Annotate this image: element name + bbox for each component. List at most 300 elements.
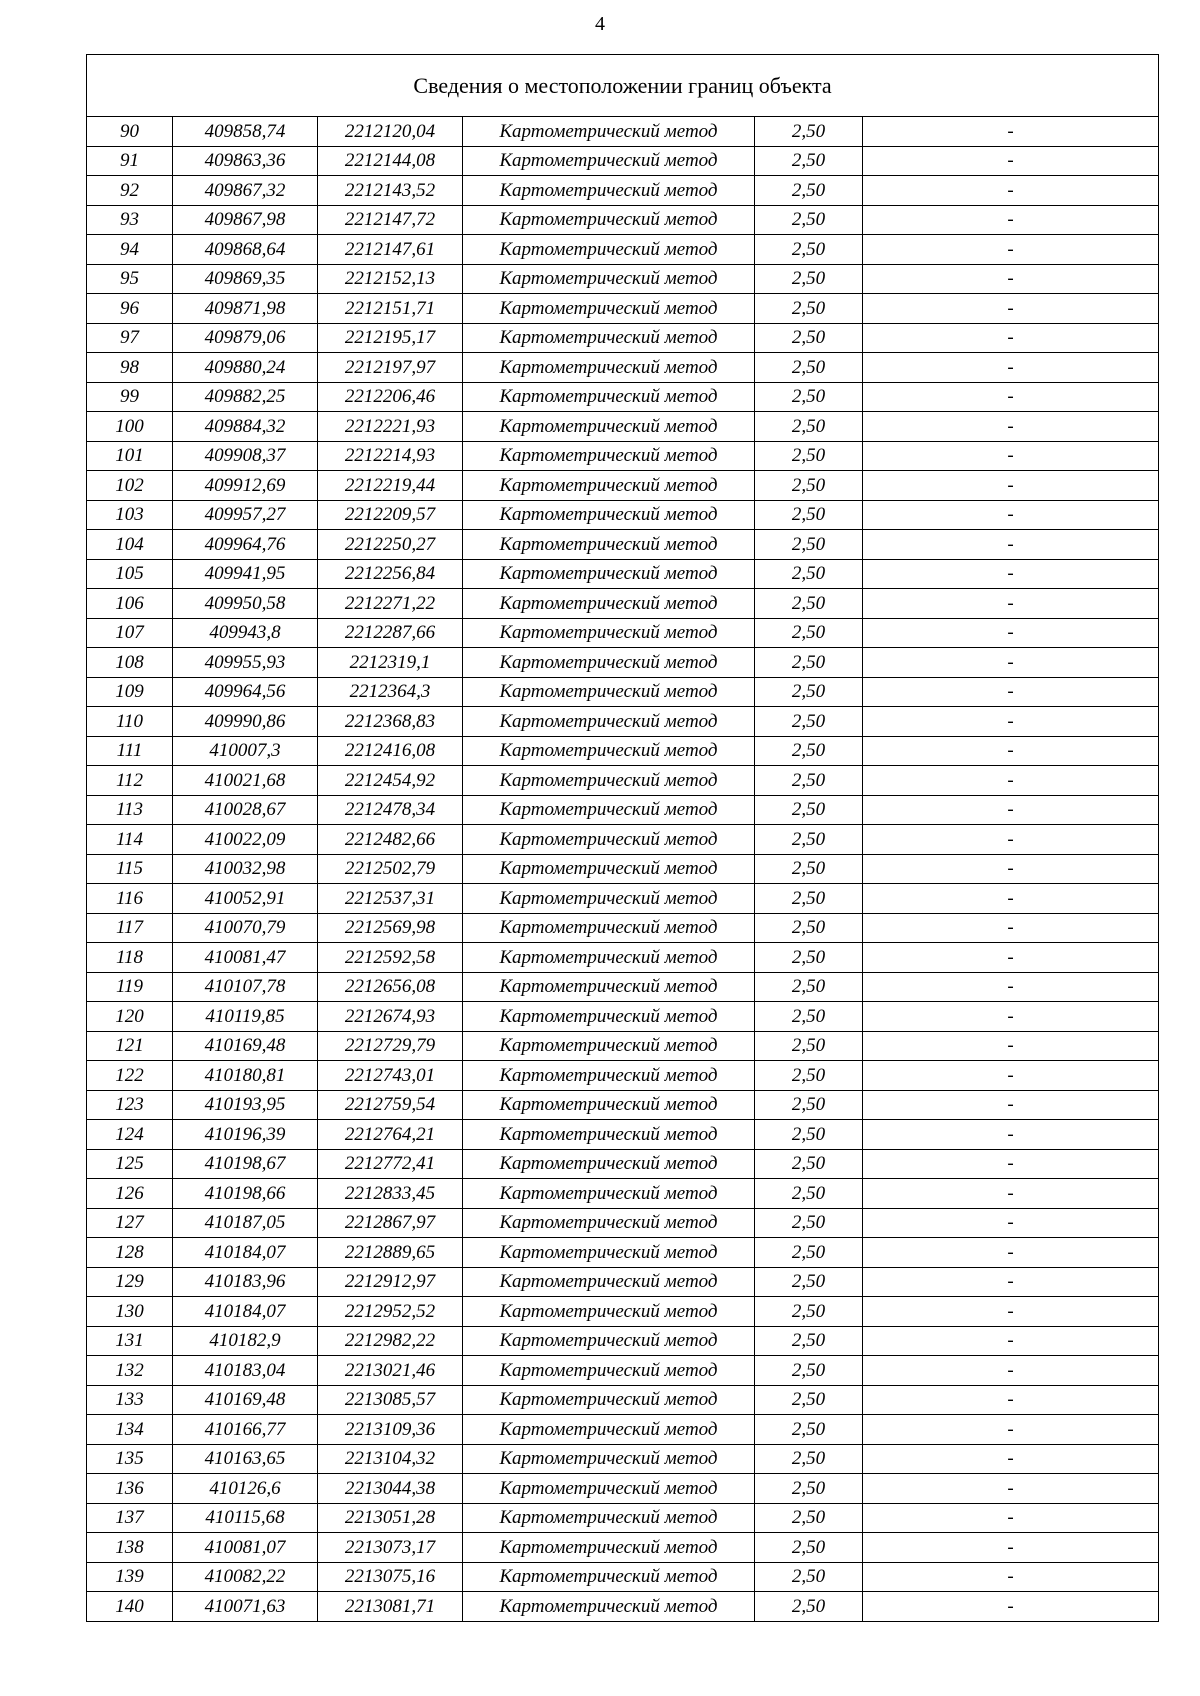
y-coordinate-cell: 2213109,36 — [318, 1415, 463, 1445]
x-coordinate-cell: 410187,05 — [173, 1208, 318, 1238]
accuracy-cell: 2,50 — [755, 1061, 863, 1091]
x-coordinate-cell: 409912,69 — [173, 471, 318, 501]
point-number-cell: 130 — [87, 1297, 173, 1327]
description-cell: - — [863, 677, 1159, 707]
description-cell: - — [863, 441, 1159, 471]
y-coordinate-cell: 2212195,17 — [318, 323, 463, 353]
y-coordinate-cell: 2212271,22 — [318, 589, 463, 619]
y-coordinate-cell: 2212197,97 — [318, 353, 463, 383]
accuracy-cell: 2,50 — [755, 1267, 863, 1297]
method-cell: Картометрический метод — [463, 559, 755, 589]
method-cell: Картометрический метод — [463, 1385, 755, 1415]
description-cell: - — [863, 1533, 1159, 1563]
table-row — [87, 530, 1159, 560]
description-cell: - — [863, 1179, 1159, 1209]
description-cell: - — [863, 176, 1159, 206]
table-row — [87, 205, 1159, 235]
method-cell: Картометрический метод — [463, 205, 755, 235]
description-cell: - — [863, 1031, 1159, 1061]
accuracy-cell: 2,50 — [755, 1002, 863, 1032]
x-coordinate-cell: 410021,68 — [173, 766, 318, 796]
x-coordinate-cell: 410126,6 — [173, 1474, 318, 1504]
x-coordinate-cell: 410022,09 — [173, 825, 318, 855]
method-cell: Картометрический метод — [463, 618, 755, 648]
description-cell: - — [863, 1267, 1159, 1297]
description-cell: - — [863, 1208, 1159, 1238]
x-coordinate-cell: 409863,36 — [173, 146, 318, 176]
x-coordinate-cell: 410070,79 — [173, 913, 318, 943]
description-cell: - — [863, 1149, 1159, 1179]
y-coordinate-cell: 2212759,54 — [318, 1090, 463, 1120]
y-coordinate-cell: 2213104,32 — [318, 1444, 463, 1474]
table-row — [87, 736, 1159, 766]
y-coordinate-cell: 2212206,46 — [318, 382, 463, 412]
point-number-cell: 128 — [87, 1238, 173, 1268]
description-cell: - — [863, 972, 1159, 1002]
point-number-cell: 120 — [87, 1002, 173, 1032]
description-cell: - — [863, 1356, 1159, 1386]
description-cell: - — [863, 1238, 1159, 1268]
table-row — [87, 854, 1159, 884]
description-cell: - — [863, 264, 1159, 294]
description-cell: - — [863, 854, 1159, 884]
y-coordinate-cell: 2212368,83 — [318, 707, 463, 737]
y-coordinate-cell: 2212214,93 — [318, 441, 463, 471]
description-cell: - — [863, 1326, 1159, 1356]
y-coordinate-cell: 2212147,72 — [318, 205, 463, 235]
accuracy-cell: 2,50 — [755, 1385, 863, 1415]
method-cell: Картометрический метод — [463, 441, 755, 471]
x-coordinate-cell: 409867,32 — [173, 176, 318, 206]
x-coordinate-cell: 409882,25 — [173, 382, 318, 412]
x-coordinate-cell: 410184,07 — [173, 1297, 318, 1327]
table-row — [87, 1090, 1159, 1120]
point-number-cell: 103 — [87, 500, 173, 530]
table-row — [87, 1031, 1159, 1061]
description-cell: - — [863, 471, 1159, 501]
table-row — [87, 1208, 1159, 1238]
y-coordinate-cell: 2212219,44 — [318, 471, 463, 501]
table-row — [87, 441, 1159, 471]
accuracy-cell: 2,50 — [755, 559, 863, 589]
point-number-cell: 95 — [87, 264, 173, 294]
point-number-cell: 116 — [87, 884, 173, 914]
x-coordinate-cell: 410198,66 — [173, 1179, 318, 1209]
method-cell: Картометрический метод — [463, 353, 755, 383]
y-coordinate-cell: 2212743,01 — [318, 1061, 463, 1091]
accuracy-cell: 2,50 — [755, 1297, 863, 1327]
point-number-cell: 97 — [87, 323, 173, 353]
table-row — [87, 235, 1159, 265]
accuracy-cell: 2,50 — [755, 648, 863, 678]
y-coordinate-cell: 2212833,45 — [318, 1179, 463, 1209]
table-row — [87, 1533, 1159, 1563]
y-coordinate-cell: 2212221,93 — [318, 412, 463, 442]
table-row — [87, 176, 1159, 206]
method-cell: Картометрический метод — [463, 707, 755, 737]
x-coordinate-cell: 410032,98 — [173, 854, 318, 884]
y-coordinate-cell: 2212147,61 — [318, 235, 463, 265]
point-number-cell: 105 — [87, 559, 173, 589]
accuracy-cell: 2,50 — [755, 117, 863, 147]
point-number-cell: 94 — [87, 235, 173, 265]
method-cell: Картометрический метод — [463, 471, 755, 501]
accuracy-cell: 2,50 — [755, 913, 863, 943]
description-cell: - — [863, 589, 1159, 619]
table-row — [87, 1297, 1159, 1327]
y-coordinate-cell: 2212256,84 — [318, 559, 463, 589]
description-cell: - — [863, 1562, 1159, 1592]
table-row — [87, 1120, 1159, 1150]
x-coordinate-cell: 410115,68 — [173, 1503, 318, 1533]
point-number-cell: 129 — [87, 1267, 173, 1297]
method-cell: Картометрический метод — [463, 766, 755, 796]
description-cell: - — [863, 323, 1159, 353]
method-cell: Картометрический метод — [463, 382, 755, 412]
method-cell: Картометрический метод — [463, 412, 755, 442]
y-coordinate-cell: 2212144,08 — [318, 146, 463, 176]
table-row — [87, 1149, 1159, 1179]
point-number-cell: 90 — [87, 117, 173, 147]
x-coordinate-cell: 409868,64 — [173, 235, 318, 265]
y-coordinate-cell: 2212569,98 — [318, 913, 463, 943]
point-number-cell: 107 — [87, 618, 173, 648]
point-number-cell: 119 — [87, 972, 173, 1002]
point-number-cell: 110 — [87, 707, 173, 737]
x-coordinate-cell: 409955,93 — [173, 648, 318, 678]
description-cell: - — [863, 1415, 1159, 1445]
table-row — [87, 382, 1159, 412]
description-cell: - — [863, 618, 1159, 648]
y-coordinate-cell: 2213021,46 — [318, 1356, 463, 1386]
accuracy-cell: 2,50 — [755, 1444, 863, 1474]
method-cell: Картометрический метод — [463, 146, 755, 176]
x-coordinate-cell: 409880,24 — [173, 353, 318, 383]
method-cell: Картометрический метод — [463, 1474, 755, 1504]
method-cell: Картометрический метод — [463, 1297, 755, 1327]
x-coordinate-cell: 410196,39 — [173, 1120, 318, 1150]
description-cell: - — [863, 205, 1159, 235]
accuracy-cell: 2,50 — [755, 235, 863, 265]
method-cell: Картометрический метод — [463, 1120, 755, 1150]
table-row — [87, 294, 1159, 324]
description-cell: - — [863, 795, 1159, 825]
accuracy-cell: 2,50 — [755, 1208, 863, 1238]
x-coordinate-cell: 410052,91 — [173, 884, 318, 914]
y-coordinate-cell: 2213051,28 — [318, 1503, 463, 1533]
table-row — [87, 677, 1159, 707]
point-number-cell: 121 — [87, 1031, 173, 1061]
x-coordinate-cell: 410183,96 — [173, 1267, 318, 1297]
method-cell: Картометрический метод — [463, 1356, 755, 1386]
x-coordinate-cell: 410169,48 — [173, 1385, 318, 1415]
accuracy-cell: 2,50 — [755, 1120, 863, 1150]
x-coordinate-cell: 410007,3 — [173, 736, 318, 766]
y-coordinate-cell: 2212982,22 — [318, 1326, 463, 1356]
method-cell: Картометрический метод — [463, 1533, 755, 1563]
table-body — [87, 117, 1159, 1622]
description-cell: - — [863, 1385, 1159, 1415]
accuracy-cell: 2,50 — [755, 854, 863, 884]
method-cell: Картометрический метод — [463, 176, 755, 206]
x-coordinate-cell: 409950,58 — [173, 589, 318, 619]
accuracy-cell: 2,50 — [755, 1533, 863, 1563]
accuracy-cell: 2,50 — [755, 1592, 863, 1622]
point-number-cell: 91 — [87, 146, 173, 176]
y-coordinate-cell: 2213044,38 — [318, 1474, 463, 1504]
method-cell: Картометрический метод — [463, 736, 755, 766]
point-number-cell: 109 — [87, 677, 173, 707]
point-number-cell: 132 — [87, 1356, 173, 1386]
x-coordinate-cell: 409869,35 — [173, 264, 318, 294]
accuracy-cell: 2,50 — [755, 1238, 863, 1268]
accuracy-cell: 2,50 — [755, 146, 863, 176]
description-cell: - — [863, 559, 1159, 589]
table-row — [87, 1562, 1159, 1592]
x-coordinate-cell: 410182,9 — [173, 1326, 318, 1356]
table-row — [87, 1061, 1159, 1091]
accuracy-cell: 2,50 — [755, 1090, 863, 1120]
x-coordinate-cell: 410028,67 — [173, 795, 318, 825]
accuracy-cell: 2,50 — [755, 382, 863, 412]
x-coordinate-cell: 409943,8 — [173, 618, 318, 648]
y-coordinate-cell: 2212764,21 — [318, 1120, 463, 1150]
method-cell: Картометрический метод — [463, 1031, 755, 1061]
point-number-cell: 125 — [87, 1149, 173, 1179]
table-row — [87, 648, 1159, 678]
accuracy-cell: 2,50 — [755, 618, 863, 648]
y-coordinate-cell: 2212952,52 — [318, 1297, 463, 1327]
method-cell: Картометрический метод — [463, 294, 755, 324]
point-number-cell: 126 — [87, 1179, 173, 1209]
y-coordinate-cell: 2212674,93 — [318, 1002, 463, 1032]
y-coordinate-cell: 2212209,57 — [318, 500, 463, 530]
method-cell: Картометрический метод — [463, 1208, 755, 1238]
x-coordinate-cell: 410169,48 — [173, 1031, 318, 1061]
x-coordinate-cell: 410081,07 — [173, 1533, 318, 1563]
point-number-cell: 92 — [87, 176, 173, 206]
description-cell: - — [863, 117, 1159, 147]
x-coordinate-cell: 410184,07 — [173, 1238, 318, 1268]
method-cell: Картометрический метод — [463, 589, 755, 619]
method-cell: Картометрический метод — [463, 1503, 755, 1533]
accuracy-cell: 2,50 — [755, 1031, 863, 1061]
accuracy-cell: 2,50 — [755, 1503, 863, 1533]
y-coordinate-cell: 2213081,71 — [318, 1592, 463, 1622]
accuracy-cell: 2,50 — [755, 294, 863, 324]
method-cell: Картометрический метод — [463, 1444, 755, 1474]
point-number-cell: 108 — [87, 648, 173, 678]
description-cell: - — [863, 1002, 1159, 1032]
point-number-cell: 139 — [87, 1562, 173, 1592]
accuracy-cell: 2,50 — [755, 471, 863, 501]
method-cell: Картометрический метод — [463, 648, 755, 678]
description-cell: - — [863, 412, 1159, 442]
table-row — [87, 766, 1159, 796]
y-coordinate-cell: 2212889,65 — [318, 1238, 463, 1268]
method-cell: Картометрический метод — [463, 1415, 755, 1445]
y-coordinate-cell: 2212151,71 — [318, 294, 463, 324]
accuracy-cell: 2,50 — [755, 736, 863, 766]
accuracy-cell: 2,50 — [755, 412, 863, 442]
method-cell: Картометрический метод — [463, 795, 755, 825]
method-cell: Картометрический метод — [463, 1149, 755, 1179]
method-cell: Картометрический метод — [463, 117, 755, 147]
table-row — [87, 264, 1159, 294]
x-coordinate-cell: 410119,85 — [173, 1002, 318, 1032]
table-row — [87, 589, 1159, 619]
table-row — [87, 353, 1159, 383]
accuracy-cell: 2,50 — [755, 176, 863, 206]
accuracy-cell: 2,50 — [755, 1356, 863, 1386]
point-number-cell: 137 — [87, 1503, 173, 1533]
table-row — [87, 323, 1159, 353]
table-row — [87, 618, 1159, 648]
x-coordinate-cell: 409908,37 — [173, 441, 318, 471]
method-cell: Картометрический метод — [463, 1592, 755, 1622]
accuracy-cell: 2,50 — [755, 795, 863, 825]
description-cell: - — [863, 235, 1159, 265]
method-cell: Картометрический метод — [463, 323, 755, 353]
method-cell: Картометрический метод — [463, 264, 755, 294]
accuracy-cell: 2,50 — [755, 500, 863, 530]
point-number-cell: 136 — [87, 1474, 173, 1504]
accuracy-cell: 2,50 — [755, 972, 863, 1002]
table-row — [87, 559, 1159, 589]
description-cell: - — [863, 707, 1159, 737]
point-number-cell: 138 — [87, 1533, 173, 1563]
accuracy-cell: 2,50 — [755, 825, 863, 855]
description-cell: - — [863, 766, 1159, 796]
accuracy-cell: 2,50 — [755, 766, 863, 796]
accuracy-cell: 2,50 — [755, 943, 863, 973]
point-number-cell: 104 — [87, 530, 173, 560]
description-cell: - — [863, 530, 1159, 560]
accuracy-cell: 2,50 — [755, 530, 863, 560]
description-cell: - — [863, 146, 1159, 176]
accuracy-cell: 2,50 — [755, 1415, 863, 1445]
point-number-cell: 124 — [87, 1120, 173, 1150]
point-number-cell: 100 — [87, 412, 173, 442]
table-row — [87, 1326, 1159, 1356]
point-number-cell: 118 — [87, 943, 173, 973]
table-row — [87, 1385, 1159, 1415]
accuracy-cell: 2,50 — [755, 1149, 863, 1179]
y-coordinate-cell: 2212912,97 — [318, 1267, 463, 1297]
description-cell: - — [863, 825, 1159, 855]
method-cell: Картометрический метод — [463, 235, 755, 265]
y-coordinate-cell: 2212143,52 — [318, 176, 463, 206]
table-row — [87, 1444, 1159, 1474]
point-number-cell: 113 — [87, 795, 173, 825]
y-coordinate-cell: 2213073,17 — [318, 1533, 463, 1563]
page-number: 4 — [595, 13, 605, 35]
description-cell: - — [863, 1474, 1159, 1504]
table-row — [87, 1238, 1159, 1268]
accuracy-cell: 2,50 — [755, 205, 863, 235]
table-row — [87, 1267, 1159, 1297]
accuracy-cell: 2,50 — [755, 884, 863, 914]
y-coordinate-cell: 2213075,16 — [318, 1562, 463, 1592]
y-coordinate-cell: 2212772,41 — [318, 1149, 463, 1179]
description-cell: - — [863, 1090, 1159, 1120]
y-coordinate-cell: 2212478,34 — [318, 795, 463, 825]
method-cell: Картометрический метод — [463, 913, 755, 943]
x-coordinate-cell: 410183,04 — [173, 1356, 318, 1386]
y-coordinate-cell: 2212120,04 — [318, 117, 463, 147]
y-coordinate-cell: 2212502,79 — [318, 854, 463, 884]
point-number-cell: 102 — [87, 471, 173, 501]
x-coordinate-cell: 410082,22 — [173, 1562, 318, 1592]
x-coordinate-cell: 409867,98 — [173, 205, 318, 235]
description-cell: - — [863, 736, 1159, 766]
point-number-cell: 140 — [87, 1592, 173, 1622]
table-row — [87, 1179, 1159, 1209]
y-coordinate-cell: 2212867,97 — [318, 1208, 463, 1238]
point-number-cell: 117 — [87, 913, 173, 943]
table-row — [87, 825, 1159, 855]
y-coordinate-cell: 2212656,08 — [318, 972, 463, 1002]
y-coordinate-cell: 2212729,79 — [318, 1031, 463, 1061]
table-row — [87, 943, 1159, 973]
accuracy-cell: 2,50 — [755, 1474, 863, 1504]
table-row — [87, 412, 1159, 442]
table-row — [87, 1415, 1159, 1445]
accuracy-cell: 2,50 — [755, 589, 863, 619]
description-cell: - — [863, 913, 1159, 943]
x-coordinate-cell: 410166,77 — [173, 1415, 318, 1445]
table-title-row — [87, 55, 1159, 117]
y-coordinate-cell: 2212537,31 — [318, 884, 463, 914]
x-coordinate-cell: 410081,47 — [173, 943, 318, 973]
description-cell: - — [863, 943, 1159, 973]
x-coordinate-cell: 410198,67 — [173, 1149, 318, 1179]
point-number-cell: 131 — [87, 1326, 173, 1356]
accuracy-cell: 2,50 — [755, 677, 863, 707]
method-cell: Картометрический метод — [463, 1238, 755, 1268]
method-cell: Картометрический метод — [463, 1061, 755, 1091]
point-number-cell: 122 — [87, 1061, 173, 1091]
accuracy-cell: 2,50 — [755, 441, 863, 471]
x-coordinate-cell: 409879,06 — [173, 323, 318, 353]
table-row — [87, 1474, 1159, 1504]
method-cell: Картометрический метод — [463, 1179, 755, 1209]
description-cell: - — [863, 382, 1159, 412]
point-number-cell: 112 — [87, 766, 173, 796]
point-number-cell: 98 — [87, 353, 173, 383]
point-number-cell: 99 — [87, 382, 173, 412]
point-number-cell: 123 — [87, 1090, 173, 1120]
table-row — [87, 471, 1159, 501]
method-cell: Картометрический метод — [463, 530, 755, 560]
point-number-cell: 101 — [87, 441, 173, 471]
point-number-cell: 111 — [87, 736, 173, 766]
table-row — [87, 972, 1159, 1002]
point-number-cell: 96 — [87, 294, 173, 324]
x-coordinate-cell: 410163,65 — [173, 1444, 318, 1474]
x-coordinate-cell: 410193,95 — [173, 1090, 318, 1120]
accuracy-cell: 2,50 — [755, 1562, 863, 1592]
point-number-cell: 134 — [87, 1415, 173, 1445]
y-coordinate-cell: 2212287,66 — [318, 618, 463, 648]
accuracy-cell: 2,50 — [755, 707, 863, 737]
method-cell: Картометрический метод — [463, 825, 755, 855]
y-coordinate-cell: 2212454,92 — [318, 766, 463, 796]
method-cell: Картометрический метод — [463, 1326, 755, 1356]
description-cell: - — [863, 1592, 1159, 1622]
description-cell: - — [863, 1120, 1159, 1150]
description-cell: - — [863, 648, 1159, 678]
